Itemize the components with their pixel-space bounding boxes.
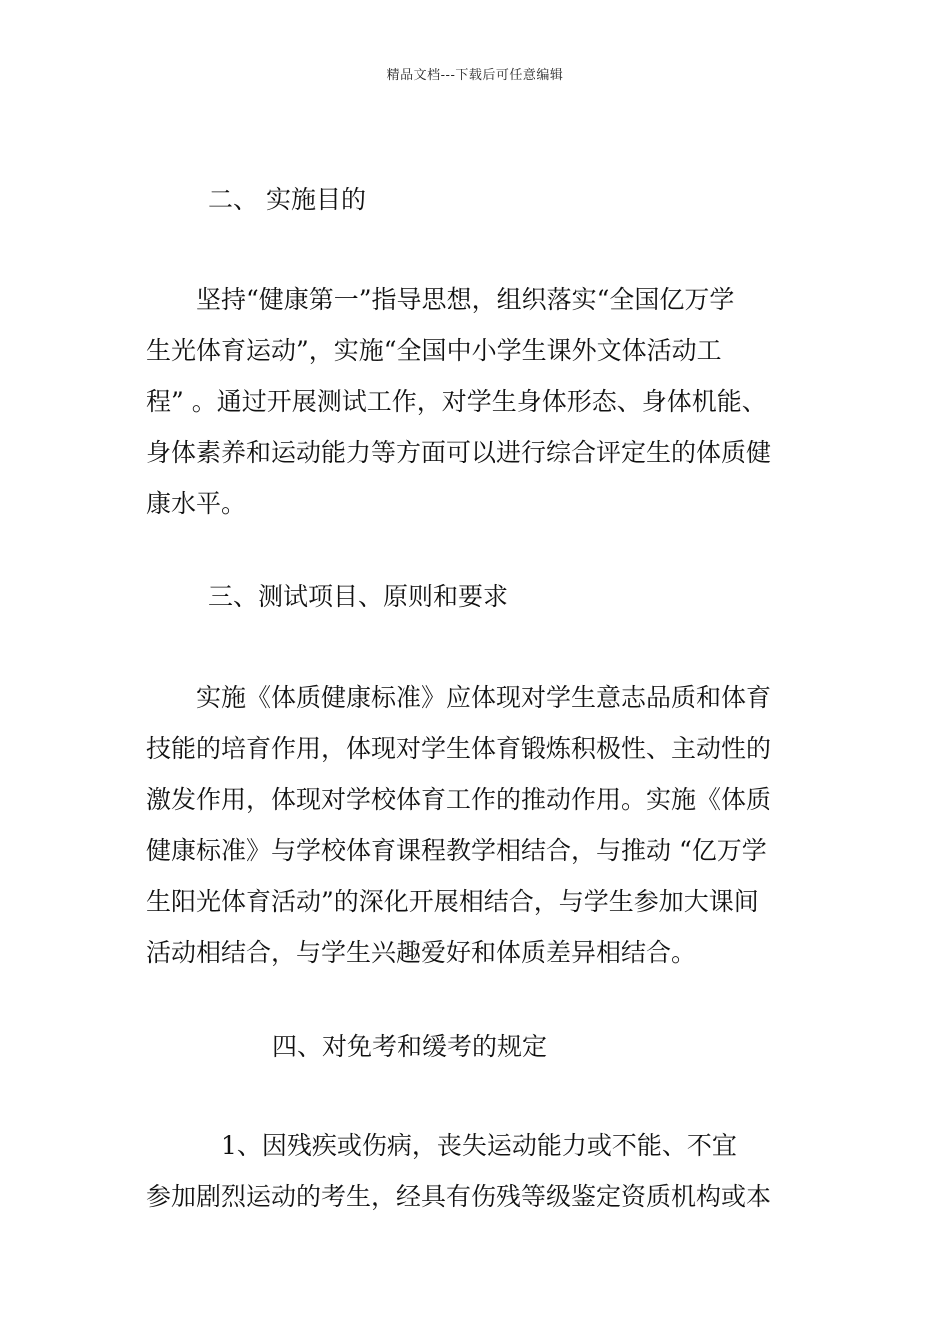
paragraph-line: 程” 。通过开展测试工作，对学生身体形态、身体机能、 bbox=[146, 387, 767, 416]
paragraph-line: 健康标准》与学校体育课程教学相结合，与推动 “亿万学 bbox=[146, 836, 767, 865]
paragraph-line: 激发作用，体现对学校体育工作的推动作用。实施《体质 bbox=[146, 785, 772, 814]
paragraph-line: 实施《体质健康标准》应体现对学生意志品质和体育 bbox=[146, 683, 772, 712]
page-header: 精品文档---下载后可任意编辑 bbox=[386, 68, 564, 83]
paragraph-line: 1、因残疾或伤病，丧失运动能力或不能、不宜 bbox=[146, 1131, 737, 1160]
paragraph-line: 康水平。 bbox=[146, 489, 247, 518]
paragraph-line: 生光体育运动”，实施“全国中小学生课外文体活动工 bbox=[146, 336, 722, 365]
section-heading-2: 二、 实施目的 bbox=[208, 185, 366, 214]
paragraph-line: 活动相结合，与学生兴趣爱好和体质差异相结合。 bbox=[146, 938, 697, 967]
section-heading-3: 三、测试项目、原则和要求 bbox=[208, 582, 509, 611]
paragraph-line: 技能的培育作用，体现对学生体育锻炼积极性、主动性的 bbox=[146, 734, 772, 763]
paragraph-line: 身体素养和运动能力等方面可以进行综合评定生的体质健 bbox=[146, 438, 772, 467]
section-paragraph-2 bbox=[146, 274, 810, 529]
section-paragraph-3 bbox=[146, 672, 810, 978]
paragraph-line: 参加剧烈运动的考生，经具有伤残等级鉴定资质机构或本 bbox=[146, 1182, 772, 1211]
section-paragraph-4 bbox=[146, 1120, 810, 1222]
section-heading-4: 四、对免考和缓考的规定 bbox=[272, 1032, 548, 1061]
paragraph-line: 生阳光体育活动”的深化开展相结合，与学生参加大课间 bbox=[146, 887, 759, 916]
paragraph-line: 坚持“健康第一”指导思想，组织落实“全国亿万学 bbox=[146, 285, 735, 314]
